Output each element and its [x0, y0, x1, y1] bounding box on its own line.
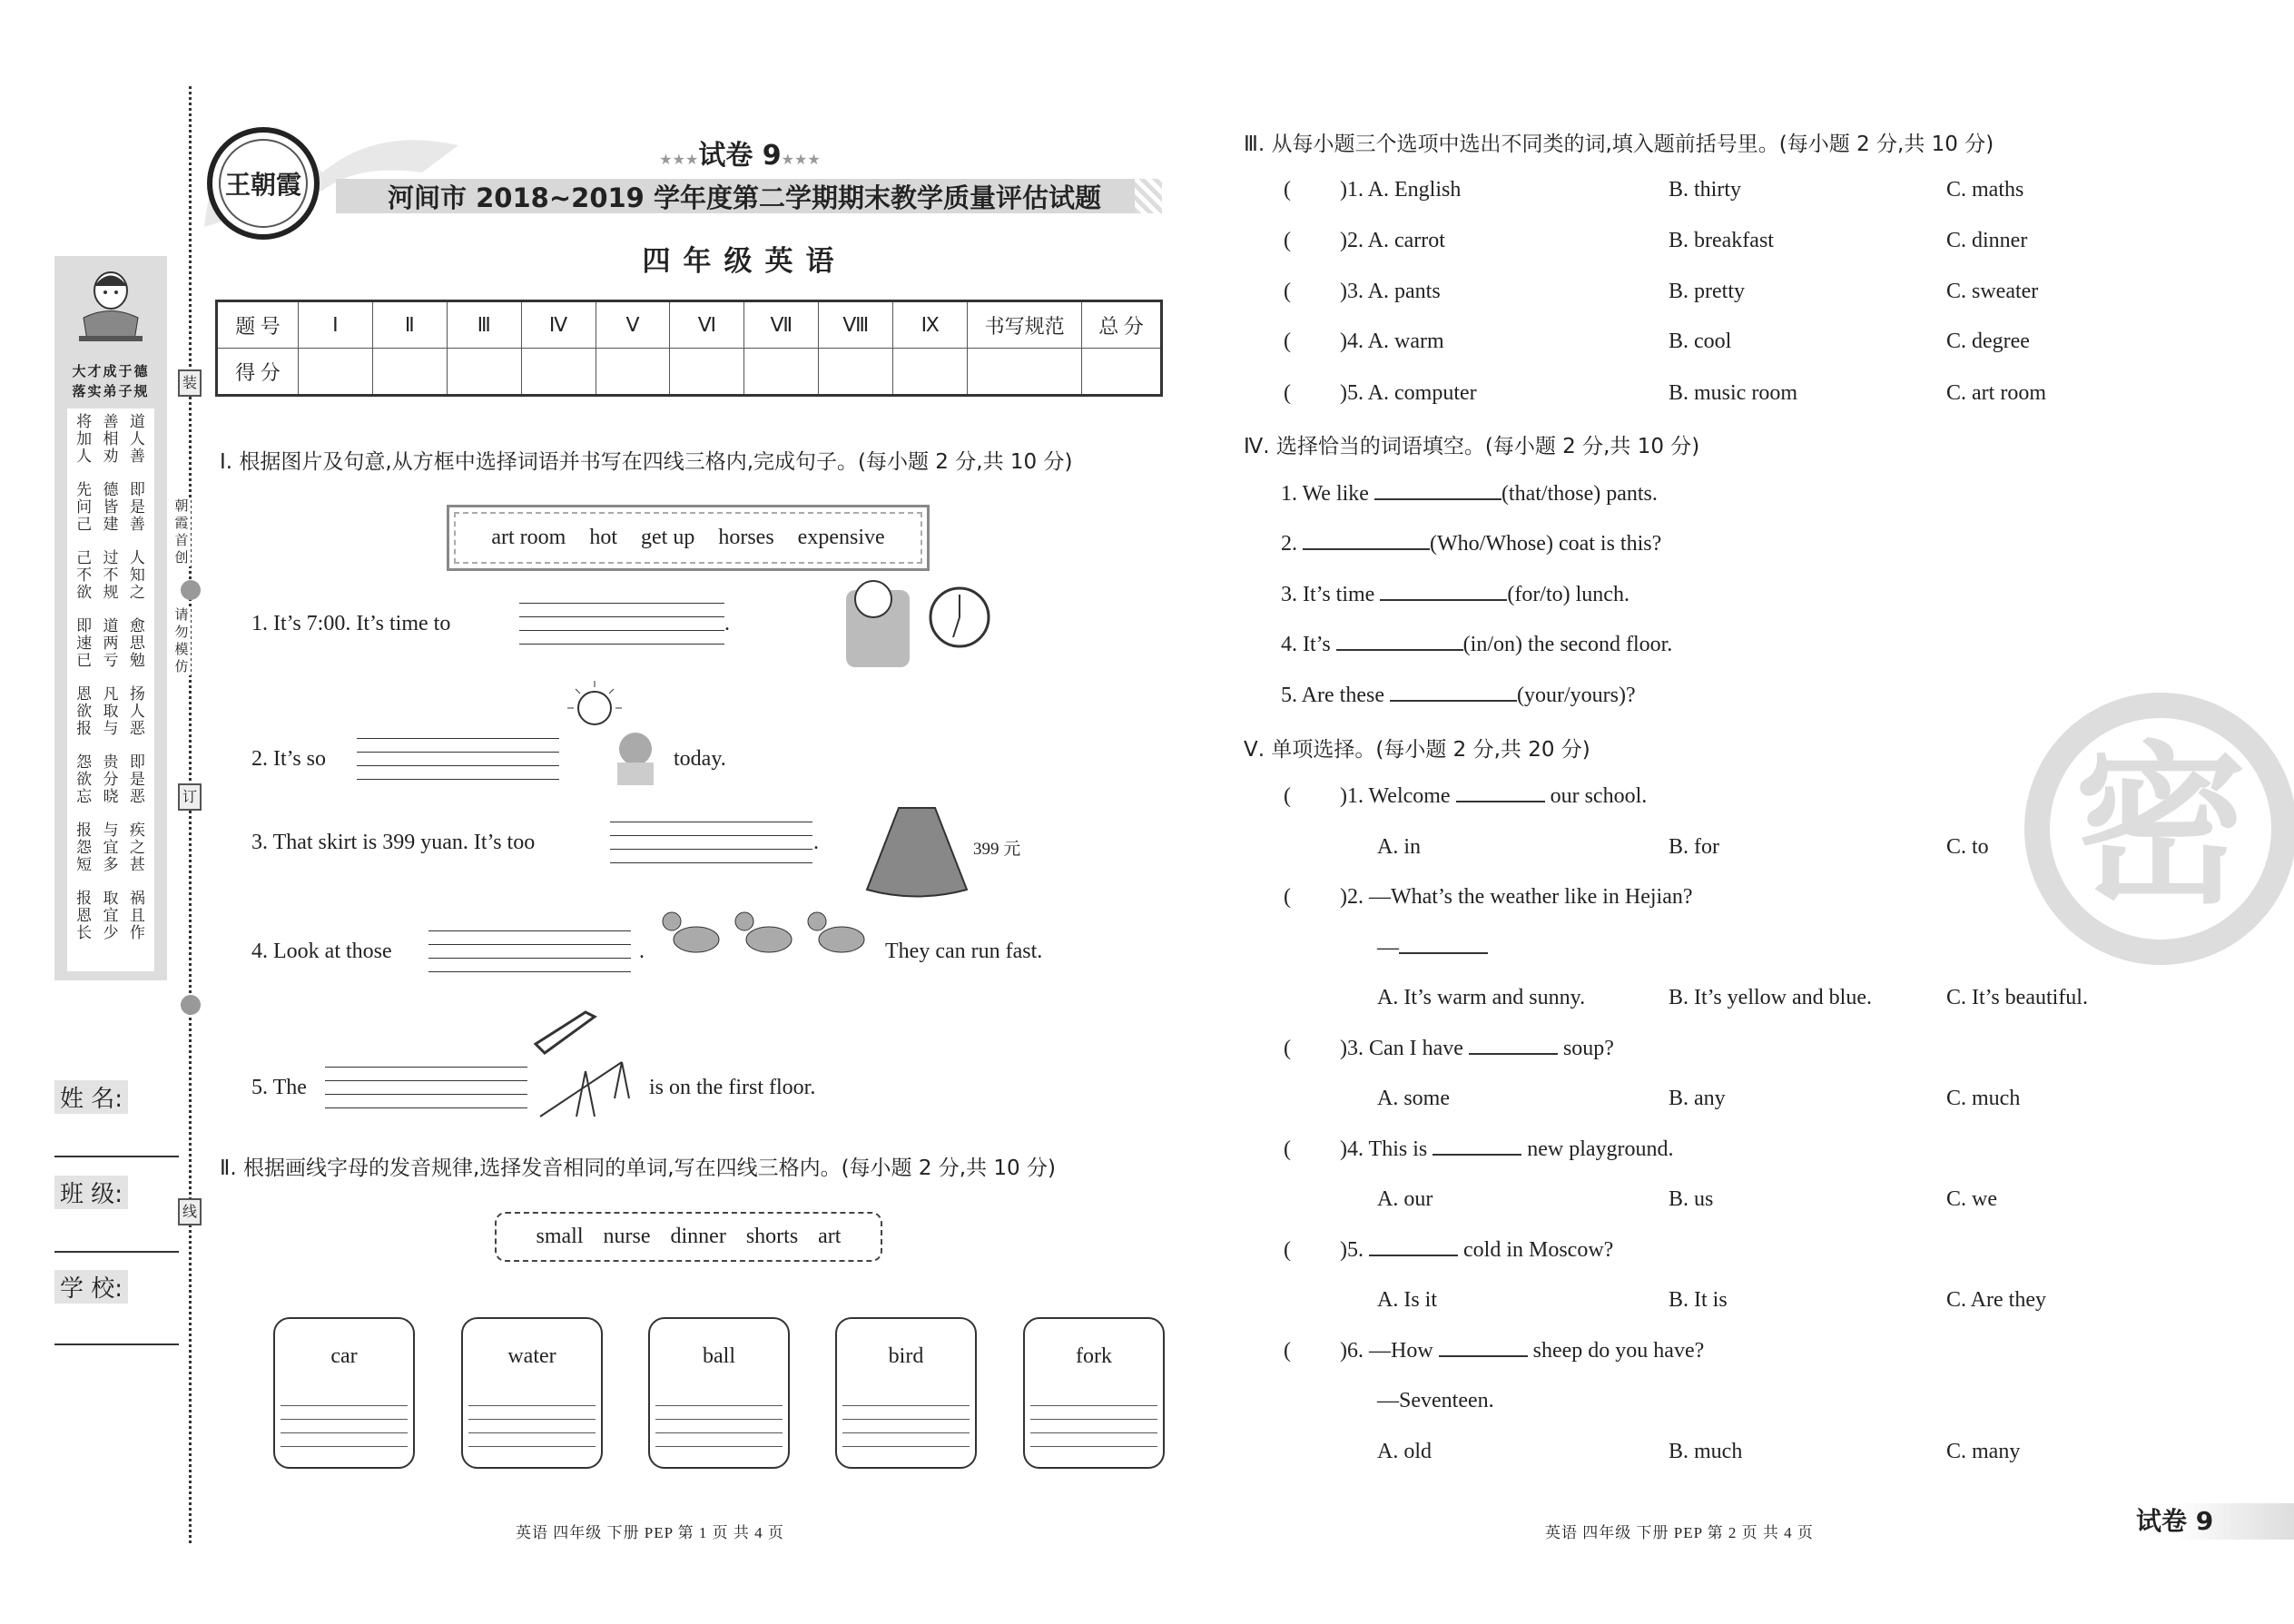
item-text: 1. We like	[1281, 482, 1369, 506]
fill-blank-item	[1281, 633, 1672, 657]
word-card	[835, 1317, 977, 1469]
verse-column: 贵 分 晓	[103, 753, 119, 806]
word-card	[273, 1317, 415, 1469]
item-hint: (in/on) the second floor.	[1462, 633, 1673, 656]
option-a: A. some	[1377, 1087, 1450, 1110]
price-tag: 399 元	[973, 840, 1021, 859]
paper-corner-label: 试卷 9	[2092, 1503, 2294, 1540]
writing-line[interactable]	[842, 1419, 970, 1420]
score-header-cell: Ⅰ	[298, 301, 372, 349]
writing-line[interactable]	[655, 1432, 783, 1433]
card-word: fork	[1076, 1344, 1112, 1368]
writing-line[interactable]	[281, 1432, 408, 1433]
question-rest: new playground.	[1527, 1137, 1674, 1161]
score-row-label: 得 分	[217, 349, 299, 396]
score-entry-cell[interactable]	[596, 349, 670, 396]
answer-bracket[interactable]: (	[1284, 178, 1291, 202]
writing-line[interactable]	[468, 1405, 596, 1406]
paper-number	[635, 133, 844, 172]
verse-column: 凡 取 与	[103, 685, 119, 738]
section-5-heading: Ⅴ. 单项选择。(每小题 2 分,共 20 分)	[1244, 738, 1590, 762]
answer-blank[interactable]	[1433, 1139, 1521, 1156]
option-a: )5. A. computer	[1340, 381, 1477, 405]
name-field[interactable]	[54, 1156, 179, 1157]
option-b: B. music room	[1669, 381, 1797, 405]
writing-line[interactable]	[281, 1419, 408, 1420]
verse-column: 祸 且 作	[129, 890, 145, 942]
score-header-cell: 总 分	[1082, 301, 1162, 349]
verse-panel	[67, 408, 154, 971]
answer-blank[interactable]	[1336, 635, 1463, 651]
question-reply	[1377, 1389, 1494, 1413]
skirt-picture	[862, 803, 971, 903]
verse-column: 即 是 善	[129, 481, 145, 534]
option-b: B. thirty	[1669, 178, 1742, 202]
answer-bracket[interactable]: (	[1284, 381, 1291, 405]
card-word: car	[330, 1344, 358, 1368]
binding-hole-icon	[181, 580, 201, 600]
answer-bracket[interactable]: (	[1284, 1338, 1291, 1363]
verse-column: 德 皆 建	[103, 481, 119, 534]
four-line-writing-field[interactable]	[519, 603, 724, 657]
binding-mark-zhuang: 装	[178, 369, 202, 397]
sentence-5-end: is on the first floor.	[649, 1076, 816, 1099]
answer-bracket[interactable]: (	[1284, 784, 1291, 808]
punctuation: .	[724, 612, 730, 635]
option-a: A. our	[1377, 1187, 1433, 1211]
item-hint: (for/to) lunch.	[1507, 583, 1629, 606]
notice-original: 朝霞首创	[172, 497, 191, 566]
answer-blank[interactable]	[1303, 534, 1430, 550]
question-stem: )5.	[1340, 1237, 1364, 1262]
paper-label: 试卷 9	[698, 140, 782, 172]
four-line-writing-field[interactable]	[428, 930, 631, 985]
score-entry-cell[interactable]	[372, 349, 447, 396]
class-field[interactable]	[54, 1251, 179, 1253]
score-header-cell: 书写规范	[968, 301, 1082, 349]
score-header-cell: Ⅳ	[521, 301, 596, 349]
motto-sidebar	[54, 256, 167, 980]
star-icon: ★★★	[781, 151, 821, 168]
verse-column: 己 不 欲	[76, 549, 93, 602]
verse-column: 报 恩 长	[76, 890, 93, 942]
option-c: C. degree	[1946, 330, 2030, 353]
question-text	[1340, 1037, 1614, 1061]
sun-hot-boy-picture	[563, 676, 672, 785]
verse-column: 善 相 劝	[103, 413, 119, 466]
question-stem: )2. —What’s the weather like in Hejian?	[1340, 885, 1693, 909]
option-a: )4. A. warm	[1340, 330, 1444, 353]
verse-column: 先 问 己	[76, 481, 93, 534]
question-text	[1340, 784, 1647, 809]
verse-column: 道 两 亏	[103, 617, 119, 670]
word-option: dinner	[670, 1225, 726, 1248]
word-option: nurse	[603, 1225, 651, 1248]
option-b: B. pretty	[1669, 280, 1745, 303]
question-text	[1340, 1238, 1613, 1263]
option-a: A. It’s warm and sunny.	[1377, 986, 1586, 1009]
answer-blank[interactable]	[1390, 685, 1517, 702]
question-text	[1340, 1339, 1704, 1363]
verse-column: 道 人 善	[129, 413, 145, 466]
verse-column: 扬 人 恶	[129, 685, 145, 738]
word-option: art	[818, 1225, 842, 1248]
four-line-writing-field[interactable]	[610, 822, 812, 876]
writing-line[interactable]	[281, 1405, 408, 1406]
verse-column: 取 宜 少	[103, 890, 119, 942]
answer-blank[interactable]	[1469, 1038, 1558, 1055]
section-3-heading: Ⅲ. 从每小题三个选项中选出不同类的词,填入题前括号里。(每小题 2 分,共 10 分)	[1244, 133, 1994, 156]
option-c: C. sweater	[1946, 280, 2039, 303]
score-header-cell: Ⅷ	[819, 301, 893, 349]
section-1-heading: Ⅰ. 根据图片及句意,从方框中选择词语并书写在四线三格内,完成句子。(每小题 2 分,共 10 分)	[220, 450, 1073, 474]
score-table	[215, 300, 1163, 397]
score-entry-cell[interactable]	[670, 349, 744, 396]
option-c: C. It’s beautiful.	[1946, 986, 2088, 1009]
sentence-3-text: 3. That skirt is 399 yuan. It’s too	[251, 831, 536, 854]
sentence-2-text: 2. It’s so	[251, 747, 327, 771]
option-b: B. breakfast	[1669, 229, 1774, 252]
writing-line[interactable]	[1030, 1432, 1157, 1433]
sentence-4-end: They can run fast.	[885, 940, 1043, 963]
answer-blank[interactable]	[1439, 1341, 1528, 1357]
option-a: A. in	[1377, 834, 1421, 859]
option-c: C. art room	[1946, 381, 2046, 405]
answer-blank[interactable]	[1374, 484, 1501, 500]
binding-line	[189, 86, 192, 1543]
item-text: 2.	[1281, 532, 1297, 556]
answer-blank[interactable]	[1380, 585, 1507, 601]
sentence-1-text: 1. It’s 7:00. It’s time to	[251, 612, 451, 635]
writing-line[interactable]	[281, 1446, 408, 1447]
option-c: C. to	[1946, 834, 1989, 859]
school-label: 学 校:	[54, 1270, 128, 1304]
answer-bracket[interactable]: (	[1284, 1137, 1291, 1161]
verse-column: 怨 欲 忘	[76, 753, 93, 806]
question-text	[1340, 885, 1693, 910]
score-header-cell: Ⅸ	[893, 301, 968, 349]
four-line-writing-field[interactable]	[325, 1067, 527, 1121]
section-4-heading: Ⅳ. 选择恰当的词语填空。(每小题 2 分,共 10 分)	[1244, 435, 1700, 458]
question-stem: )1. Welcome	[1340, 784, 1451, 808]
writing-line[interactable]	[655, 1419, 783, 1420]
verse-column: 与 宜 多	[103, 822, 119, 874]
word-option: hot	[589, 526, 618, 549]
four-line-writing-field[interactable]	[357, 738, 559, 792]
art-room-easels-picture	[531, 1008, 645, 1126]
answer-blank[interactable]	[1399, 938, 1488, 954]
option-a: )2. A. carrot	[1340, 229, 1445, 252]
verse-column: 人 知 之	[129, 549, 145, 602]
three-horses-picture	[655, 899, 882, 976]
binding-mark-xian: 线	[178, 1198, 202, 1225]
word-option: art room	[491, 526, 566, 549]
score-header-cell: Ⅴ	[596, 301, 670, 349]
option-b: B. for	[1669, 834, 1719, 859]
school-field[interactable]	[54, 1343, 179, 1345]
word-option: horses	[718, 526, 774, 549]
score-entry-cell[interactable]	[298, 349, 372, 396]
score-header-cell: Ⅵ	[670, 301, 744, 349]
question-rest: cold in Moscow?	[1463, 1237, 1614, 1262]
question-stem: )6. —How	[1340, 1338, 1433, 1363]
verse-column: 疾 之 甚	[129, 822, 145, 874]
motto-line: 落实弟子规	[72, 383, 150, 399]
item-text: 3. It’s time	[1281, 583, 1375, 606]
section-2-heading: Ⅱ. 根据画线字母的发音规律,选择发音相同的单词,写在四线三格内。(每小题 2 分,共 10 分)	[220, 1156, 1056, 1180]
option-b: B. any	[1669, 1087, 1726, 1110]
fill-blank-item	[1281, 482, 1658, 507]
brand-logo	[207, 127, 320, 240]
score-entry-cell[interactable]	[968, 349, 1082, 396]
word-bank-2	[495, 1212, 882, 1262]
verse-column: 恩 欲 报	[76, 685, 93, 738]
question-stem: )4. This is	[1340, 1137, 1428, 1161]
logo-text: 王朝霞	[219, 139, 308, 228]
exam-title: 河间市 2018~2019 学年度第二学期期末教学质量评估试题	[388, 182, 1101, 213]
card-word: ball	[703, 1344, 735, 1368]
word-card	[461, 1317, 603, 1469]
card-word: bird	[888, 1344, 924, 1368]
writing-line[interactable]	[468, 1432, 596, 1433]
reply-text: —	[1377, 935, 1399, 960]
option-c: C. maths	[1946, 178, 2024, 202]
option-a: A. Is it	[1377, 1288, 1437, 1312]
star-icon: ★★★	[659, 151, 699, 168]
question-rest: soup?	[1562, 1036, 1614, 1060]
option-c: C. Are they	[1946, 1288, 2046, 1312]
item-text: 5. Are these	[1281, 684, 1384, 707]
option-b: B. us	[1669, 1187, 1714, 1211]
watermark-seal: 密	[2024, 693, 2294, 965]
writing-line[interactable]	[842, 1432, 970, 1433]
answer-bracket[interactable]: (	[1284, 1036, 1291, 1060]
option-c: C. we	[1946, 1187, 1997, 1211]
word-option: small	[536, 1225, 584, 1248]
writing-line[interactable]	[842, 1446, 970, 1447]
answer-bracket[interactable]: (	[1284, 330, 1291, 353]
option-b: B. cool	[1669, 330, 1732, 353]
answer-blank[interactable]	[1456, 786, 1545, 802]
word-card	[1023, 1317, 1165, 1469]
score-header-cell: 题 号	[217, 301, 299, 349]
name-label: 姓 名:	[54, 1080, 128, 1114]
answer-blank[interactable]	[1369, 1240, 1458, 1256]
option-c: C. many	[1946, 1439, 2021, 1463]
answer-bracket[interactable]: (	[1284, 280, 1291, 303]
option-b: B. It’s yellow and blue.	[1669, 986, 1872, 1009]
punctuation: .	[813, 831, 819, 854]
punctuation: .	[639, 940, 645, 963]
word-option: get up	[641, 526, 695, 549]
word-option: expensive	[797, 526, 885, 549]
card-word: water	[507, 1344, 556, 1368]
answer-bracket[interactable]: (	[1284, 1237, 1291, 1262]
option-b: B. It is	[1669, 1288, 1728, 1312]
reply-text: —Seventeen.	[1377, 1389, 1494, 1412]
question-stem: )3. Can I have	[1340, 1036, 1463, 1060]
writing-line[interactable]	[1030, 1446, 1157, 1447]
option-b: B. much	[1669, 1439, 1743, 1463]
item-text: 4. It’s	[1281, 633, 1331, 656]
binding-mark-ding: 订	[178, 783, 202, 811]
fill-blank-item	[1281, 684, 1636, 708]
score-header-cell: Ⅶ	[744, 301, 819, 349]
item-hint: (Who/Whose) coat is this?	[1430, 532, 1662, 556]
question-reply	[1377, 936, 1488, 960]
page-footer-right: 英语 四年级 下册 PEP 第 2 页 共 4 页	[1545, 1524, 1814, 1541]
answer-bracket[interactable]: (	[1284, 229, 1291, 252]
item-hint: (your/yours)?	[1516, 684, 1636, 707]
writing-line[interactable]	[655, 1405, 783, 1406]
writing-line[interactable]	[1030, 1419, 1157, 1420]
verse-column: 将 加 人	[76, 413, 93, 466]
writing-line[interactable]	[468, 1419, 596, 1420]
option-a: )3. A. pants	[1340, 280, 1441, 303]
item-hint: (that/those) pants.	[1501, 482, 1658, 506]
word-bank-1	[447, 505, 930, 571]
sentence-5-text: 5. The	[251, 1076, 307, 1099]
writing-line[interactable]	[842, 1405, 970, 1406]
sentence-4-text: 4. Look at those	[251, 940, 392, 963]
verse-column: 即 速 已	[76, 617, 93, 670]
writing-line[interactable]	[468, 1446, 596, 1447]
word-card	[648, 1317, 790, 1469]
scholar-illustration-icon	[74, 263, 147, 359]
writing-line[interactable]	[1030, 1405, 1157, 1406]
score-entry-cell[interactable]	[744, 349, 819, 396]
motto-line: 大才成于德	[72, 363, 150, 379]
score-entry-cell[interactable]	[447, 349, 521, 396]
option-a: A. old	[1377, 1439, 1432, 1463]
option-c: C. much	[1946, 1087, 2021, 1110]
class-label: 班 级:	[54, 1176, 128, 1209]
score-entry-cell[interactable]	[1082, 349, 1162, 396]
verse-column: 愈 思 勉	[129, 617, 145, 670]
word-option: shorts	[745, 1225, 799, 1248]
score-header-cell: Ⅱ	[372, 301, 447, 349]
answer-bracket[interactable]: (	[1284, 885, 1291, 909]
exam-subtitle: 四年级英语	[642, 245, 847, 278]
score-entry-cell[interactable]	[521, 349, 596, 396]
girl-wake-up-clock-picture	[837, 572, 991, 667]
option-a: )1. A. English	[1340, 178, 1462, 202]
verse-column: 即 是 恶	[129, 753, 145, 806]
score-header-cell: Ⅲ	[447, 301, 521, 349]
fill-blank-item	[1281, 532, 1661, 556]
page-footer-left: 英语 四年级 下册 PEP 第 1 页 共 4 页	[516, 1524, 784, 1541]
option-c: C. dinner	[1946, 229, 2028, 252]
question-text	[1340, 1137, 1674, 1162]
binding-hole-icon	[181, 995, 201, 1015]
verse-column: 过 不 规	[103, 549, 119, 602]
verse-column: 报 怨 短	[76, 822, 93, 874]
question-rest: sheep do you have?	[1532, 1338, 1705, 1363]
question-rest: our school.	[1550, 784, 1648, 808]
score-entry-cell[interactable]	[893, 349, 968, 396]
score-entry-cell[interactable]	[819, 349, 893, 396]
fill-blank-item	[1281, 583, 1629, 607]
writing-line[interactable]	[655, 1446, 783, 1447]
sentence-2-end: today.	[674, 747, 726, 771]
notice-no-copy: 请勿模仿	[172, 606, 191, 675]
